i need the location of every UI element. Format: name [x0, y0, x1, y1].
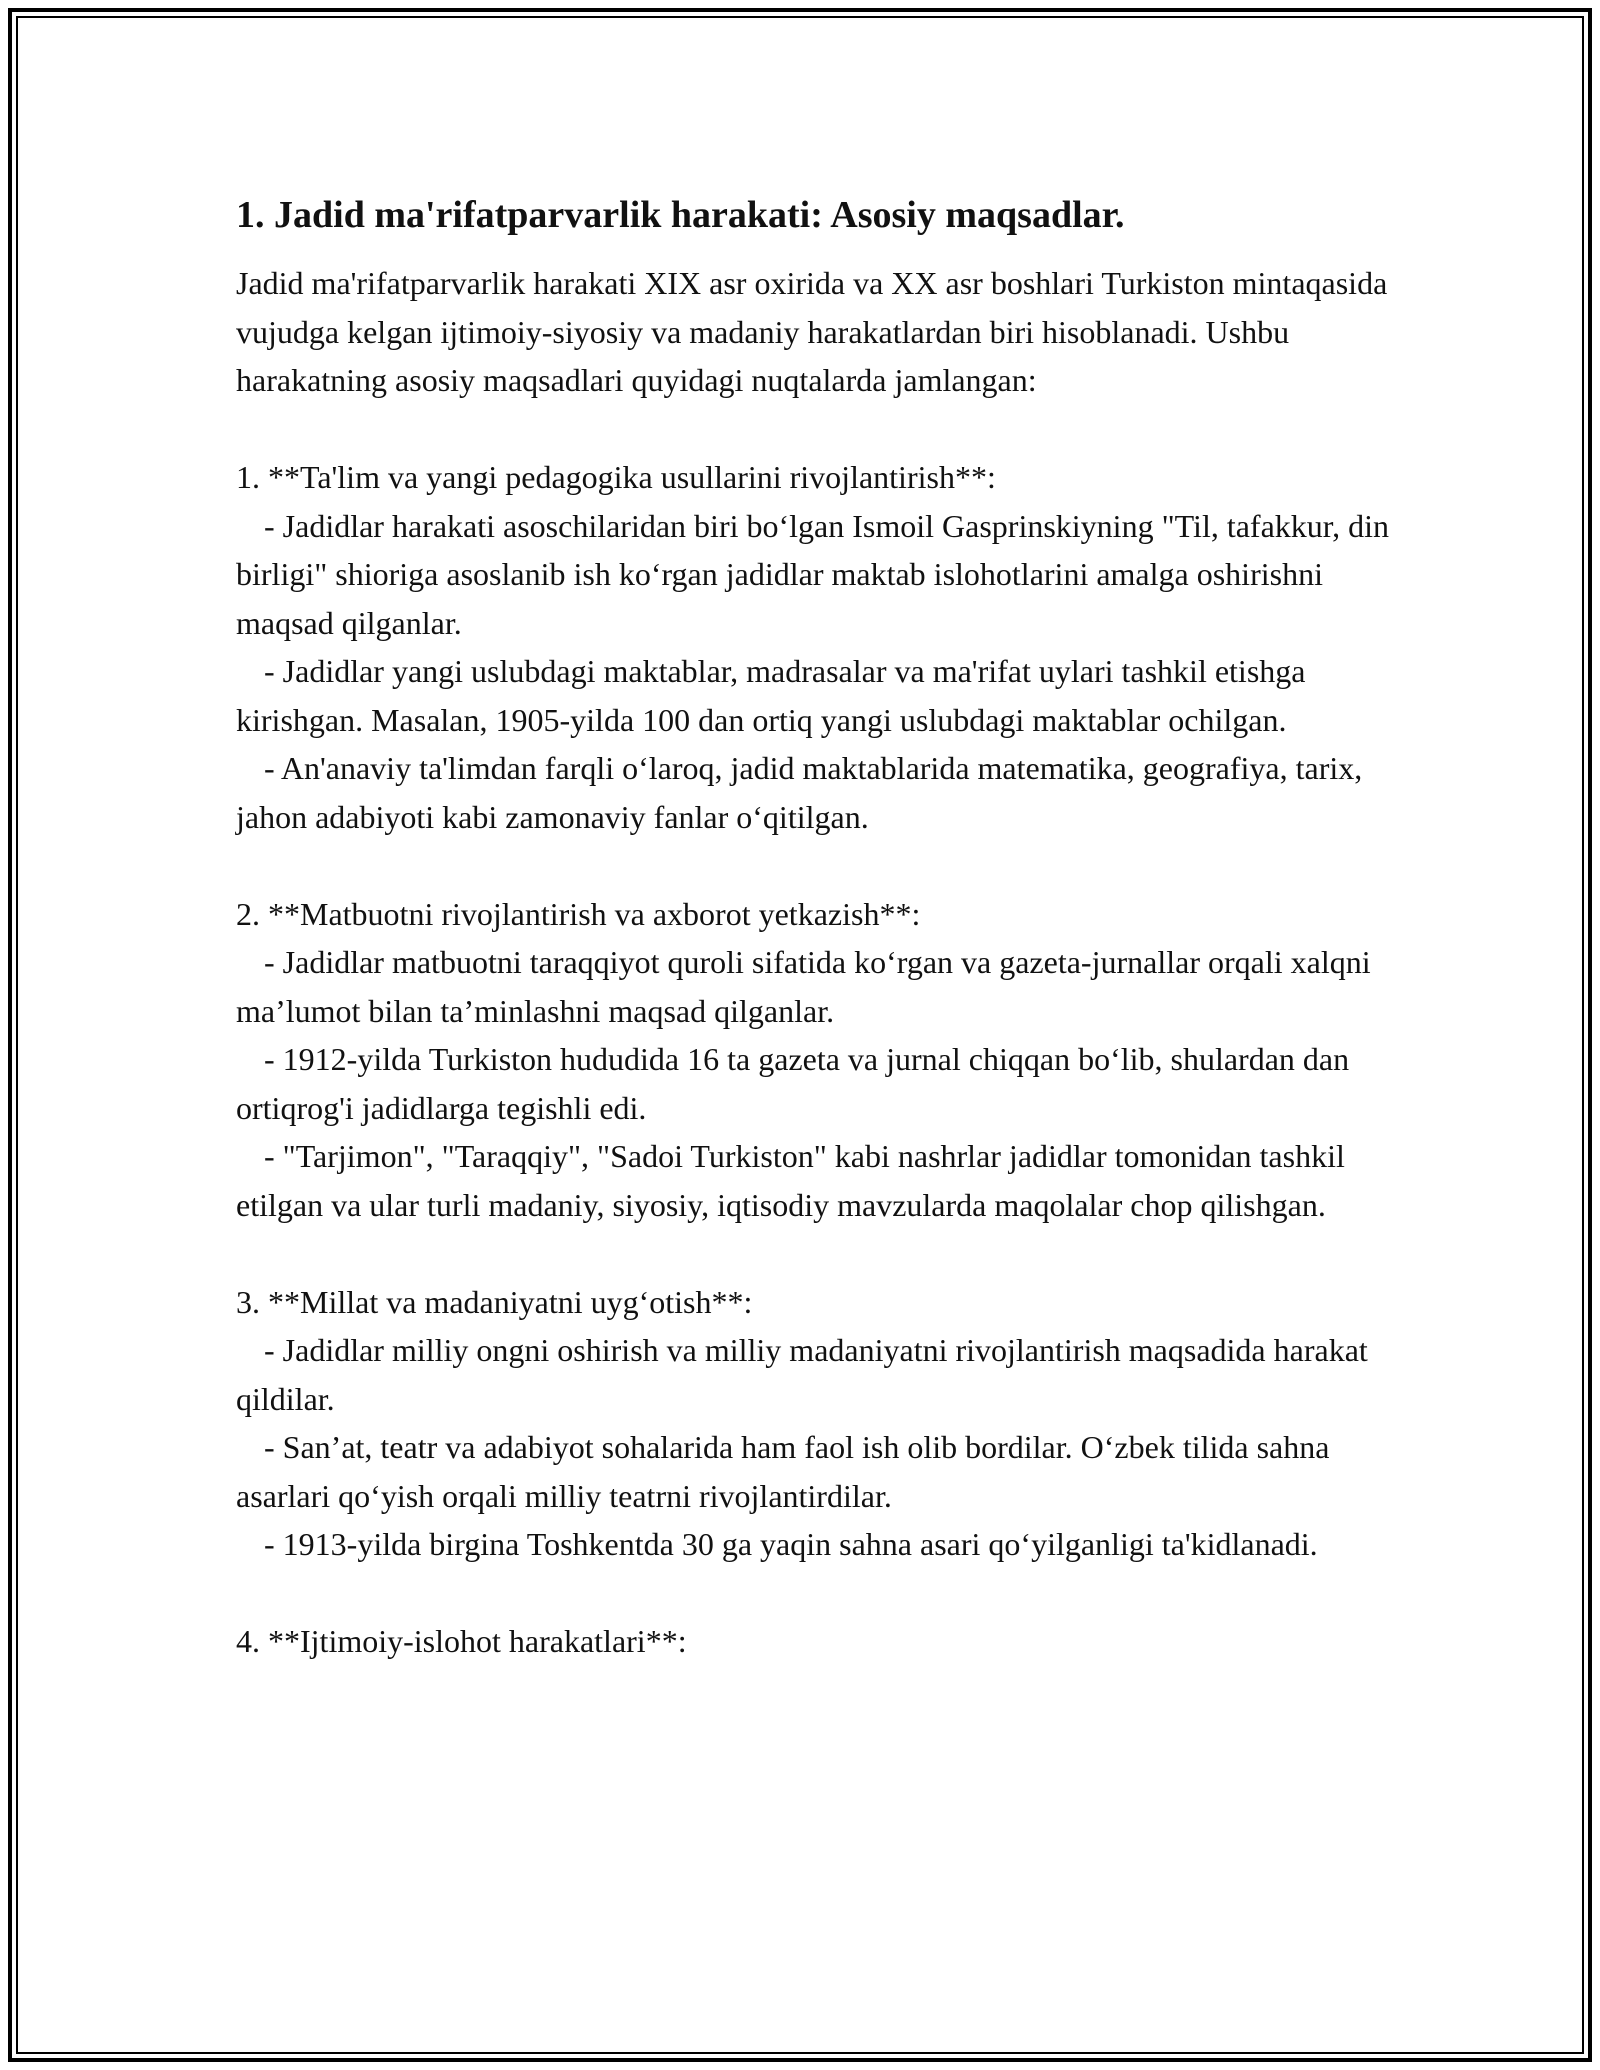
bullet-item: - Jadidlar milliy ongni oshirish va milliy madaniyatni rivojlantirish maqsadida harakat qildilar. — [236, 1332, 1368, 1417]
section-press — [236, 890, 1396, 1230]
bullet-item: - Jadidlar matbuotni taraqqiyot quroli sifatida ko‘rgan va gazeta-jurnallar orqali xalqni ma’lumot bilan ta’minlashni maqsad qilganlar. — [236, 944, 1371, 1029]
intro-paragraph: Jadid ma'rifatparvarlik harakati XIX asr oxirida va XX asr boshlari Turkiston mintaqasida vujudga kelgan ijtimoiy-siyosiy va madaniy harakatlardan biri hisoblanadi. Ushbu harakatning asosiy maqsadlari quyidagi nuqtalarda jamlangan: — [236, 265, 1388, 398]
bullet-item: - Jadidlar yangi uslubdagi maktablar, madrasalar va ma'rifat uylari tashkil etishga kirishgan. Masalan, 1905-yilda 100 dan ortiq yangi uslubdagi maktablar ochilgan. — [236, 653, 1306, 738]
section-heading: 1. **Ta'lim va yangi pedagogika usullarini rivojlantirish**: — [236, 459, 996, 495]
bullet-item: - San’at, teatr va adabiyot sohalarida ham faol ish olib bordilar. O‘zbek tilida sahna asarlari qo‘yish orqali milliy teatrni rivojlantirdilar. — [236, 1429, 1330, 1514]
bullet-item: - "Tarjimon", "Taraqqiy", "Sadoi Turkiston" kabi nashrlar jadidlar tomonidan tashkil etilgan va ular turli madaniy, siyosiy, iqtisodiy mavzularda maqolalar chop qilishgan. — [236, 1138, 1345, 1223]
section-education — [236, 453, 1396, 841]
section-heading: 2. **Matbuotni rivojlantirish va axborot yetkazish**: — [236, 895, 921, 932]
section-social-reform — [236, 1617, 1396, 1666]
bullet-item: - Jadidlar harakati asoschilaridan biri bo‘lgan Ismoil Gasprinskiyning "Til, tafakkur, din birligi" shioriga asoslanib ish ko‘rgan jadidlar maktab islohotlarini amalga oshirishni maqsad qilganlar. — [236, 507, 1390, 641]
section-heading: 3. **Millat va madaniyatni uyg‘otish**: — [236, 1283, 753, 1320]
section-culture — [236, 1278, 1396, 1569]
document-title: 1. Jadid ma'rifatparvarlik harakati: Asosiy maqsadlar. — [236, 194, 1125, 236]
bullet-item: - An'anaviy ta'limdan farqli o‘laroq, jadid maktablarida matematika, geografiya, tarix, jahon adabiyoti kabi zamonaviy fanlar o‘qitilgan. — [236, 750, 1363, 835]
bullet-item: - 1913-yilda birgina Toshkentda 30 ga yaqin sahna asari qo‘yilganligi ta'kidlanadi. — [264, 1526, 1318, 1562]
section-heading: 4. **Ijtimoiy-islohot harakatlari**: — [236, 1623, 687, 1659]
bullet-item: - 1912-yilda Turkiston hududida 16 ta gazeta va jurnal chiqqan bo‘lib, shulardan dan ortiqrog'i jadidlarga tegishli edi. — [236, 1041, 1350, 1126]
document-body — [236, 189, 1396, 1666]
